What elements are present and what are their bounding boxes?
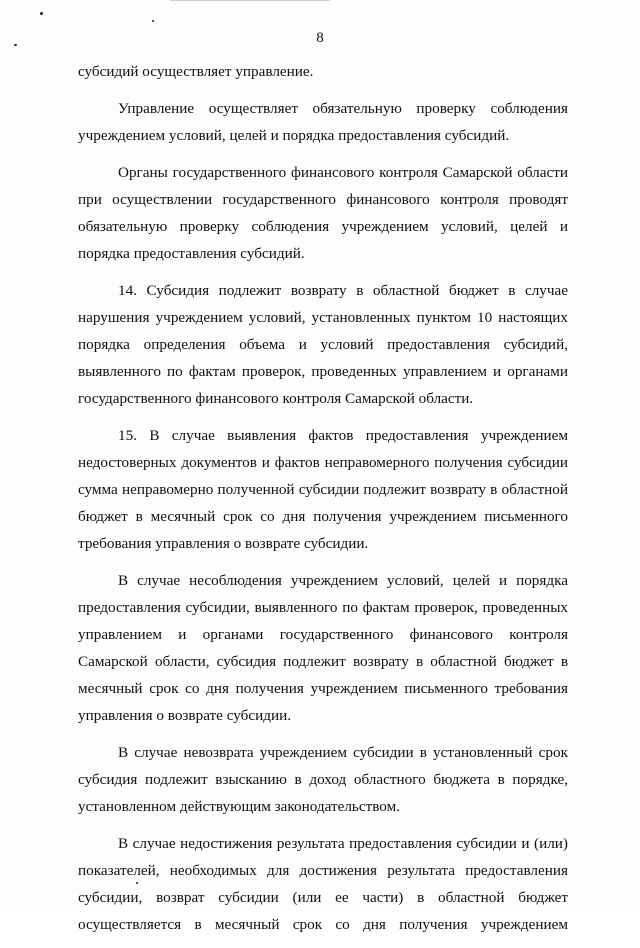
paragraph-verification: Управление осуществляет обязательную проверку соблюдения учреждением условий, целей и порядка предоставления субсидий. — [78, 100, 568, 144]
scan-speck — [40, 12, 43, 15]
paragraph-noncompliance: В случае несоблюдения учреждением условий, целей и порядка предоставления субсидии, выявленного по фактам проверок, проведенных управлением и органами государственного финансового контроля Самарской области, субсидия подлежит возврату в областной бюджет в месячный срок со дня получения учреждением письменного требования управления о возврате субсидии. — [78, 572, 568, 724]
paragraph-financial-control: Органы государственного финансового контроля Самарской области при осуществлении государственного финансового контроля проводят обязательную проверку соблюдения учреждением условий, целей и порядка предоставления субсидий. — [78, 164, 568, 262]
document-body — [78, 58, 568, 948]
page-number: 8 — [316, 30, 324, 46]
paragraph-continuation: субсидий осуществляет управление. — [78, 63, 314, 80]
paragraph-item-15: 15. В случае выявления фактов предоставления учреждением недостоверных документов и фактов неправомерного получения субсидии сумма неправомерно полученной субсидии подлежит возврату в областной бюджет в месячный срок со дня получения учреждением письменного требования управления о возврате субсидии. — [78, 427, 568, 552]
scan-speck — [152, 20, 154, 22]
paragraph-underachievement: В случае недостижения результата предоставления субсидии и (или) показателей, необходимых для достижения результата предоставления субсидии, возврат субсидии (или ее части) в областной бюджет осуществляется в месячный срок со дня получения учреждением — [78, 835, 568, 933]
paragraph-item-14: 14. Субсидия подлежит возврату в областной бюджет в случае нарушения учреждением условий, установленных пунктом 10 настоящих порядка определения объема и условий предоставления субсидий, выявленного по фактам проверок, проведенных управлением и органами государственного финансового контроля Самарской области. — [78, 282, 568, 407]
paragraph-nonreturn: В случае невозврата учреждением субсидии в установленный срок субсидия подлежит взысканию в доход областного бюджета в порядке, установленном действующим законодательством. — [78, 744, 568, 815]
scan-edge-line — [170, 0, 330, 1]
